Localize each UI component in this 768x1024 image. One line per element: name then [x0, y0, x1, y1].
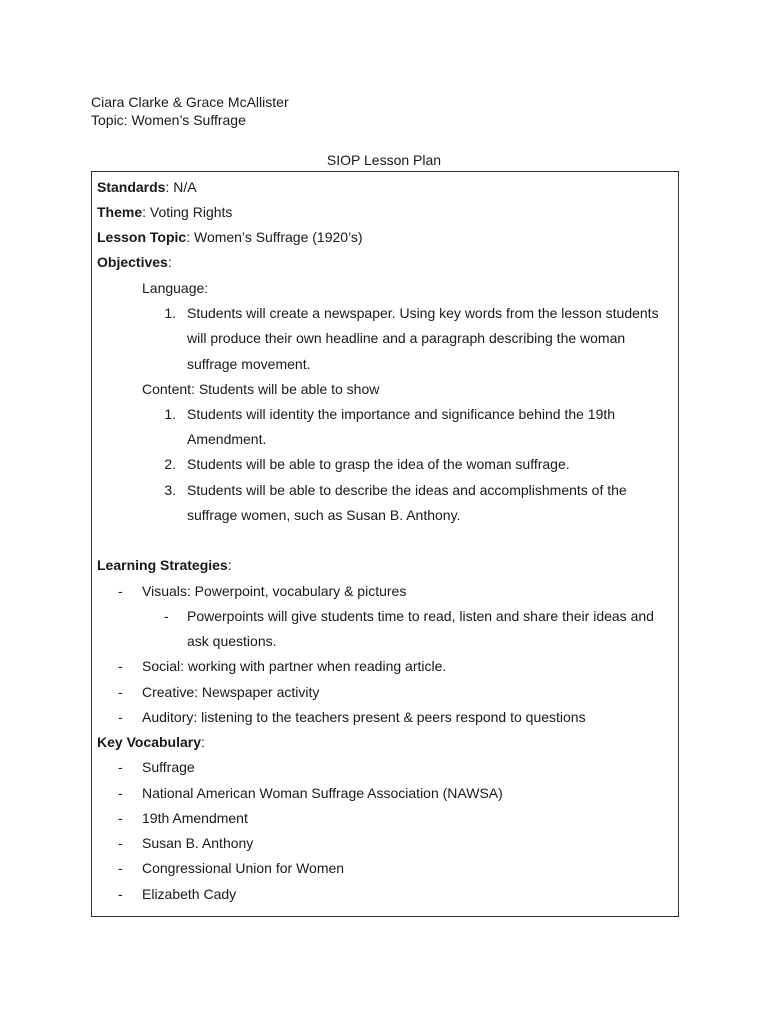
lesson-topic-field	[97, 225, 363, 250]
vocabulary-term: Suffrage	[142, 759, 195, 775]
learning-strategies-colon: :	[227, 557, 232, 573]
objectives-field	[97, 250, 172, 275]
vocabulary-term: Elizabeth Cady	[142, 886, 237, 902]
objectives-label: Objectives	[97, 254, 168, 270]
key-vocabulary-label: Key Vocabulary	[97, 734, 202, 750]
list-item-text: suffrage women, such as Susan B. Anthony.	[187, 507, 461, 523]
learning-strategies-label: Learning Strategies	[97, 557, 228, 573]
list-item-text: Creative: Newspaper activity	[142, 684, 320, 700]
list-item	[92, 705, 678, 730]
bullet-dash: -	[118, 860, 123, 876]
content-heading	[92, 377, 678, 402]
theme-row	[92, 200, 678, 225]
list-item	[92, 402, 678, 427]
document-title: SIOP Lesson Plan	[326, 152, 442, 168]
bullet-dash: -	[118, 759, 123, 775]
bullet-dash: -	[118, 684, 123, 700]
standards-label: Standards	[97, 179, 166, 195]
list-item-text: Social: working with partner when reading article.	[142, 658, 447, 674]
list-item-continuation	[92, 427, 678, 452]
list-item-text: will produce their own headline and a paragraph describing the woman	[187, 330, 626, 346]
list-item-text: ask questions.	[187, 633, 277, 649]
list-item-continuation	[92, 503, 678, 528]
theme-label: Theme	[97, 204, 143, 220]
list-item-continuation	[92, 629, 678, 654]
list-item	[92, 579, 678, 604]
bullet-dash: -	[118, 583, 123, 599]
key-vocabulary-field	[97, 730, 205, 755]
list-number: 3.	[164, 482, 176, 498]
list-item-continuation	[92, 326, 678, 351]
content-heading-text: Content: Students will be able to show	[142, 381, 380, 397]
list-item-text: Students will create a newspaper. Using key words from the lesson students	[187, 305, 659, 321]
bullet-dash: -	[164, 608, 169, 624]
author-line: Ciara Clarke & Grace McAllister	[91, 94, 289, 110]
lesson-topic-row	[92, 225, 678, 250]
list-item-text: Visuals: Powerpoint, vocabulary & pictures	[142, 583, 407, 599]
list-item	[92, 882, 678, 907]
list-item-text: suffrage movement.	[187, 356, 311, 372]
list-item-continuation	[92, 352, 678, 377]
key-vocabulary-row	[92, 730, 678, 755]
lesson-plan-box	[91, 171, 679, 917]
list-item	[92, 301, 678, 326]
list-item	[92, 806, 678, 831]
list-item	[92, 452, 678, 477]
standards-row	[92, 175, 678, 200]
lesson-topic-value: : Women’s Suffrage (1920’s)	[186, 229, 363, 245]
language-heading	[92, 276, 678, 301]
list-number: 1.	[164, 305, 176, 321]
list-item-text: Auditory: listening to the teachers present & peers respond to questions	[142, 709, 586, 725]
objectives-row	[92, 250, 678, 275]
standards-value: : N/A	[165, 179, 197, 195]
learning-strategies-field	[97, 553, 232, 578]
list-item	[92, 680, 678, 705]
bullet-dash: -	[118, 886, 123, 902]
learning-strategies-row	[92, 553, 678, 578]
key-vocabulary-colon: :	[201, 734, 205, 750]
bullet-dash: -	[118, 835, 123, 851]
objectives-colon: :	[167, 254, 172, 270]
vocabulary-term: Susan B. Anthony	[142, 835, 254, 851]
list-item-text: Students will be able to grasp the idea of the woman suffrage.	[187, 456, 570, 472]
list-item	[92, 654, 678, 679]
vocabulary-term: National American Woman Suffrage Association (NAWSA)	[142, 785, 503, 801]
list-item-text: Students will be able to describe the ideas and accomplishments of the	[187, 482, 627, 498]
bullet-dash: -	[118, 810, 123, 826]
theme-value: : Voting Rights	[142, 204, 233, 220]
bullet-dash: -	[118, 658, 123, 674]
topic-line: Topic: Women’s Suffrage	[91, 112, 246, 128]
bullet-dash: -	[118, 785, 123, 801]
vocabulary-term: 19th Amendment	[142, 810, 248, 826]
list-item	[92, 856, 678, 881]
list-item	[92, 831, 678, 856]
list-item-text: Powerpoints will give students time to read, listen and share their ideas and	[187, 608, 654, 624]
list-item-text: Amendment.	[187, 431, 267, 447]
list-number: 2.	[164, 456, 176, 472]
list-item-text: Students will identity the importance and significance behind the 19th	[187, 406, 616, 422]
theme-field	[97, 200, 232, 225]
sub-list-item	[92, 604, 678, 629]
standards-field	[97, 175, 197, 200]
list-item	[92, 781, 678, 806]
bullet-dash: -	[118, 709, 123, 725]
lesson-topic-label: Lesson Topic	[97, 229, 187, 245]
list-item	[92, 478, 678, 503]
language-heading-text: Language:	[142, 280, 209, 296]
list-number: 1.	[164, 406, 176, 422]
list-item	[92, 755, 678, 780]
vocabulary-term: Congressional Union for Women	[142, 860, 345, 876]
